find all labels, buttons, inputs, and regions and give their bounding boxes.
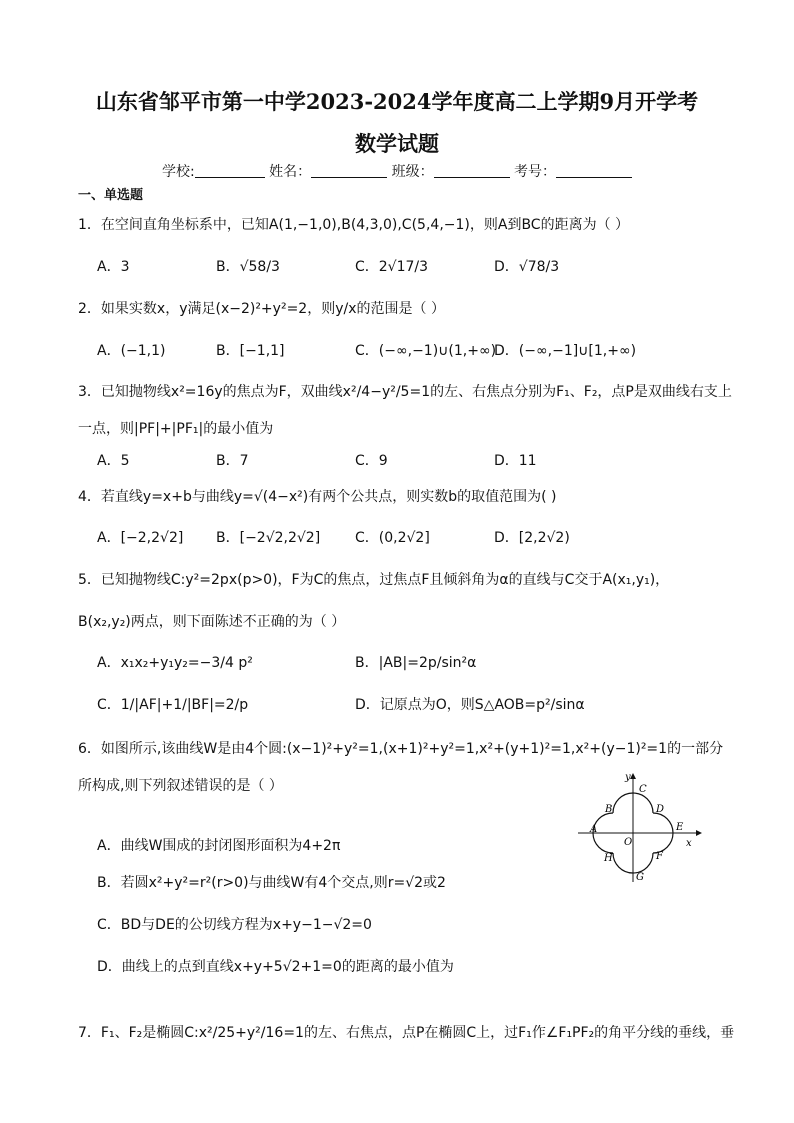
q3-option-d: D．11	[494, 453, 537, 469]
class-label: 班级：	[391, 164, 434, 180]
section-heading: 一、单选题	[78, 188, 144, 203]
q1-option-c: C．2√17/3	[355, 259, 429, 275]
figure-label-e: E	[676, 822, 684, 833]
q4-option-d: D．[2,2√2)	[494, 530, 570, 546]
q6-option-d: D．曲线上的点到直线x+y+5√2+1=0的距离的最小值为	[97, 959, 454, 975]
figure-label-d: D	[656, 804, 665, 815]
q5-option-c: C．1/|AF|+1/|BF|=2/p	[97, 697, 249, 713]
q5-option-b: B．|AB|=2p/sin²α	[355, 655, 477, 671]
q7-stem: 7．F₁、F₂是椭圆C:x²/25+y²/16=1的左、右焦点，点P在椭圆C上，过F₁作∠F₁PF₂的角平分线的垂线，垂	[78, 1025, 735, 1041]
q5-option-d: D．记原点为O，则S△AOB=p²/sinα	[355, 697, 585, 713]
q1-option-b: B．√58/3	[216, 259, 280, 275]
q4-option-c: C．(0,2√2]	[355, 530, 430, 546]
q5-stem-line1: 5．已知抛物线C:y²=2px(p>0)，F为C的焦点，过焦点F且倾斜角为α的直线与C交于A(x₁,y₁)，	[78, 572, 670, 588]
student-info-row	[0, 161, 794, 181]
q1-stem: 1．在空间直角坐标系中，已知A(1,−1,0),B(4,3,0),C(5,4,−1)，则A到BC的距离为（ ）	[78, 217, 630, 233]
q2-option-d: D．(−∞,−1]∪[1,+∞)	[494, 343, 637, 359]
school-label: 学校:	[161, 164, 195, 180]
q3-option-b: B．7	[216, 453, 249, 469]
q4-stem: 4．若直线y=x+b与曲线y=√(4−x²)有两个公共点，则实数b的取值范围为( )	[78, 489, 557, 505]
figure-label-a: A	[590, 824, 598, 835]
q2-option-a: A．(−1,1)	[97, 343, 166, 359]
q4-option-b: B．[−2√2,2√2]	[216, 530, 321, 546]
q4-option-a: A．[−2,2√2]	[97, 530, 184, 546]
figure-label-x: x	[686, 838, 692, 849]
q3-option-c: C．9	[355, 453, 388, 469]
name-label: 姓名：	[269, 164, 312, 180]
q6-stem-line2: 所构成,则下列叙述错误的是（ ）	[78, 778, 283, 794]
figure-label-h: H	[604, 853, 613, 864]
number-label: 考号：	[514, 164, 557, 180]
q5-stem-line2: B(x₂,y₂)两点，则下面陈述不正确的为（ ）	[78, 614, 346, 630]
q2-option-c: C．(−∞,−1)∪(1,+∞)	[355, 343, 497, 359]
school-field[interactable]	[195, 163, 265, 178]
q6-option-b: B．若圆x²+y²=r²(r>0)与曲线W有4个交点,则r=√2或2	[97, 875, 446, 891]
q6-stem-line1: 6．如图所示,该曲线W是由4个圆:(x−1)²+y²=1,(x+1)²+y²=1,x²+(y+1)²=1,x²+(y−1)²=1的一部分	[78, 741, 724, 757]
exam-subtitle: 数学试题	[355, 131, 439, 156]
figure-label-c: C	[639, 784, 647, 795]
q6-curve-figure	[578, 770, 704, 882]
class-field[interactable]	[434, 163, 510, 178]
q3-stem-line2: 一点，则|PF|+|PF₁|的最小值为	[78, 421, 274, 437]
figure-label-b: B	[605, 804, 613, 815]
q5-option-a: A．x₁x₂+y₁y₂=−3/4 p²	[97, 655, 253, 671]
q2-option-b: B．[−1,1]	[216, 343, 285, 359]
q6-option-a: A．曲线W围成的封闭图形面积为4+2π	[97, 838, 341, 854]
figure-label-y: y	[625, 772, 631, 783]
q1-option-a: A．3	[97, 259, 130, 275]
q3-stem-line1: 3．已知抛物线x²=16y的焦点为F，双曲线x²/4−y²/5=1的左、右焦点分别为F₁、F₂，点P是双曲线右支上	[78, 384, 732, 400]
name-field[interactable]	[311, 163, 387, 178]
q2-stem: 2．如果实数x，y满足(x−2)²+y²=2，则y/x的范围是（ ）	[78, 301, 445, 317]
exam-title: 山东省邹平市第一中学2023-2024学年度高二上学期9月开学考	[95, 89, 699, 114]
q1-option-d: D．√78/3	[494, 259, 560, 275]
number-field[interactable]	[556, 163, 632, 178]
figure-label-f: F	[656, 851, 663, 862]
figure-label-o: O	[624, 837, 633, 848]
q6-option-c: C．BD与DE的公切线方程为x+y−1−√2=0	[97, 917, 372, 933]
q3-option-a: A．5	[97, 453, 130, 469]
figure-label-g: G	[636, 872, 644, 882]
